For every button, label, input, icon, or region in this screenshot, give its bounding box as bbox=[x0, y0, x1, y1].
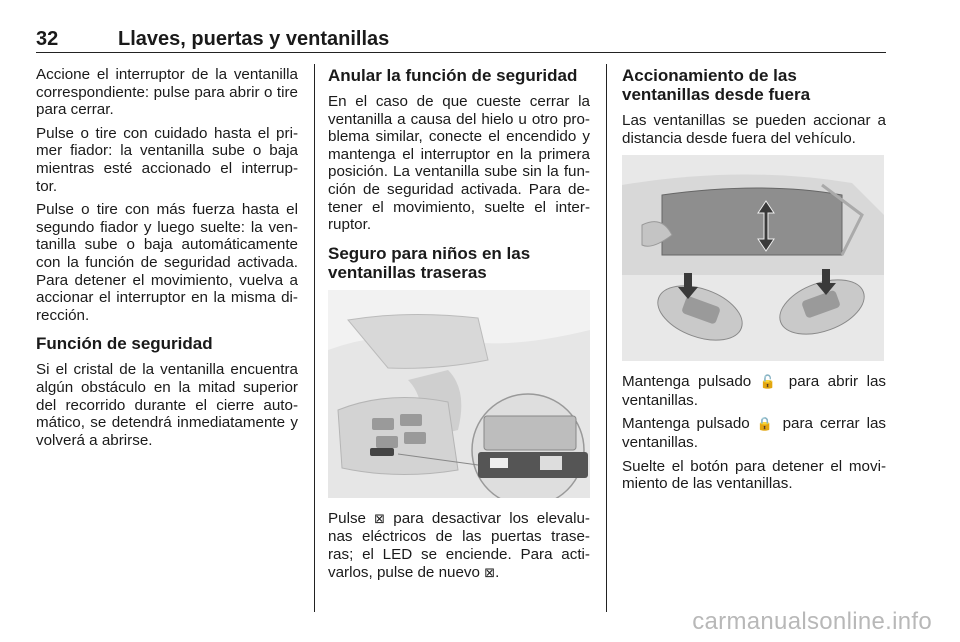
heading-child-lock: Seguro para niños en las ventanillas traseras bbox=[328, 243, 531, 282]
paragraph: Suelte el botón para detener el movi‐ miento de las ventanillas. bbox=[622, 457, 886, 493]
text-run: para desactivar los elevalu‐ nas eléctricos de las puertas trase‐ ras; el LED se enciende. Para acti‐ varlos, pulse de nuevo bbox=[328, 509, 590, 581]
text-run: para cerrar las ventanillas. bbox=[622, 415, 886, 451]
child-lock-icon: ⊠ bbox=[484, 565, 496, 581]
paragraph: Accione el interruptor de la ventanilla correspondiente: pulse para abrir o tire para cerrar. bbox=[36, 66, 298, 119]
heading-remote-operation: Accionamiento de las ventanillas desde fuera bbox=[622, 66, 811, 104]
text-run: para abrir las ventanillas. bbox=[622, 373, 886, 409]
page-number: 32 bbox=[36, 28, 59, 50]
text-run: Pulse bbox=[328, 509, 366, 527]
column-2 bbox=[328, 66, 590, 588]
paragraph-unlock bbox=[622, 373, 886, 409]
remote-key-illustration bbox=[622, 155, 884, 361]
column-1 bbox=[36, 66, 298, 455]
chapter-title: Llaves, puertas y ventanillas bbox=[118, 28, 390, 50]
column-divider-2 bbox=[606, 64, 607, 612]
paragraph: Las ventanillas se pueden accionar a distancia desde fuera del vehículo. bbox=[622, 112, 886, 147]
heading-override-safety: Anular la función de seguridad bbox=[328, 66, 578, 85]
page-header bbox=[36, 28, 886, 52]
paragraph: Pulse o tire con cuidado hasta el pri‐ mer fiador: la ventanilla sube o baja mientras esté accionado el interrup‐ tor. bbox=[36, 124, 298, 195]
watermark: carmanualsonline.info bbox=[692, 608, 932, 635]
column-3 bbox=[622, 66, 886, 499]
paragraph: Si el cristal de la ventanilla encuentra algún obstáculo en la mitad superior del recorrido durante el cierre auto‐ mático, se detendrá inmediatamente y volverá a abrirse. bbox=[36, 361, 298, 449]
header-rule bbox=[36, 52, 886, 53]
text-run: Mantenga pulsado bbox=[622, 415, 750, 433]
paragraph-child-lock bbox=[328, 510, 590, 582]
paragraph-lock bbox=[622, 415, 886, 451]
heading-safety-function: Función de seguridad bbox=[36, 334, 213, 354]
text-run: Mantenga pulsado bbox=[622, 373, 752, 391]
column-divider-1 bbox=[314, 64, 315, 612]
paragraph: En el caso de que cueste cerrar la ventanilla a causa del hielo u otro pro‐ blema similar, conecte el encendido y mantenga el interruptor en la primera posición. La ventanilla sube sin la fun‐ ción de seguridad activada. Para de‐ tener el movimiento, suelte el inter‐ ruptor. bbox=[328, 93, 590, 234]
lock-icon: 🔒 bbox=[756, 417, 776, 433]
unlock-icon: 🔓 bbox=[759, 375, 781, 391]
door-switch-panel-illustration bbox=[328, 290, 590, 498]
text-run: . bbox=[495, 563, 500, 581]
child-lock-icon: ⊠ bbox=[374, 511, 386, 527]
paragraph: Pulse o tire con más fuerza hasta el segundo fiador y luego suelte: la ven‐ tanilla sube o baja automáticamente con la función de seguridad activada. Para detener el movimiento, vuelva a accionar el interruptor en la misma di‐ rección. bbox=[36, 201, 298, 324]
